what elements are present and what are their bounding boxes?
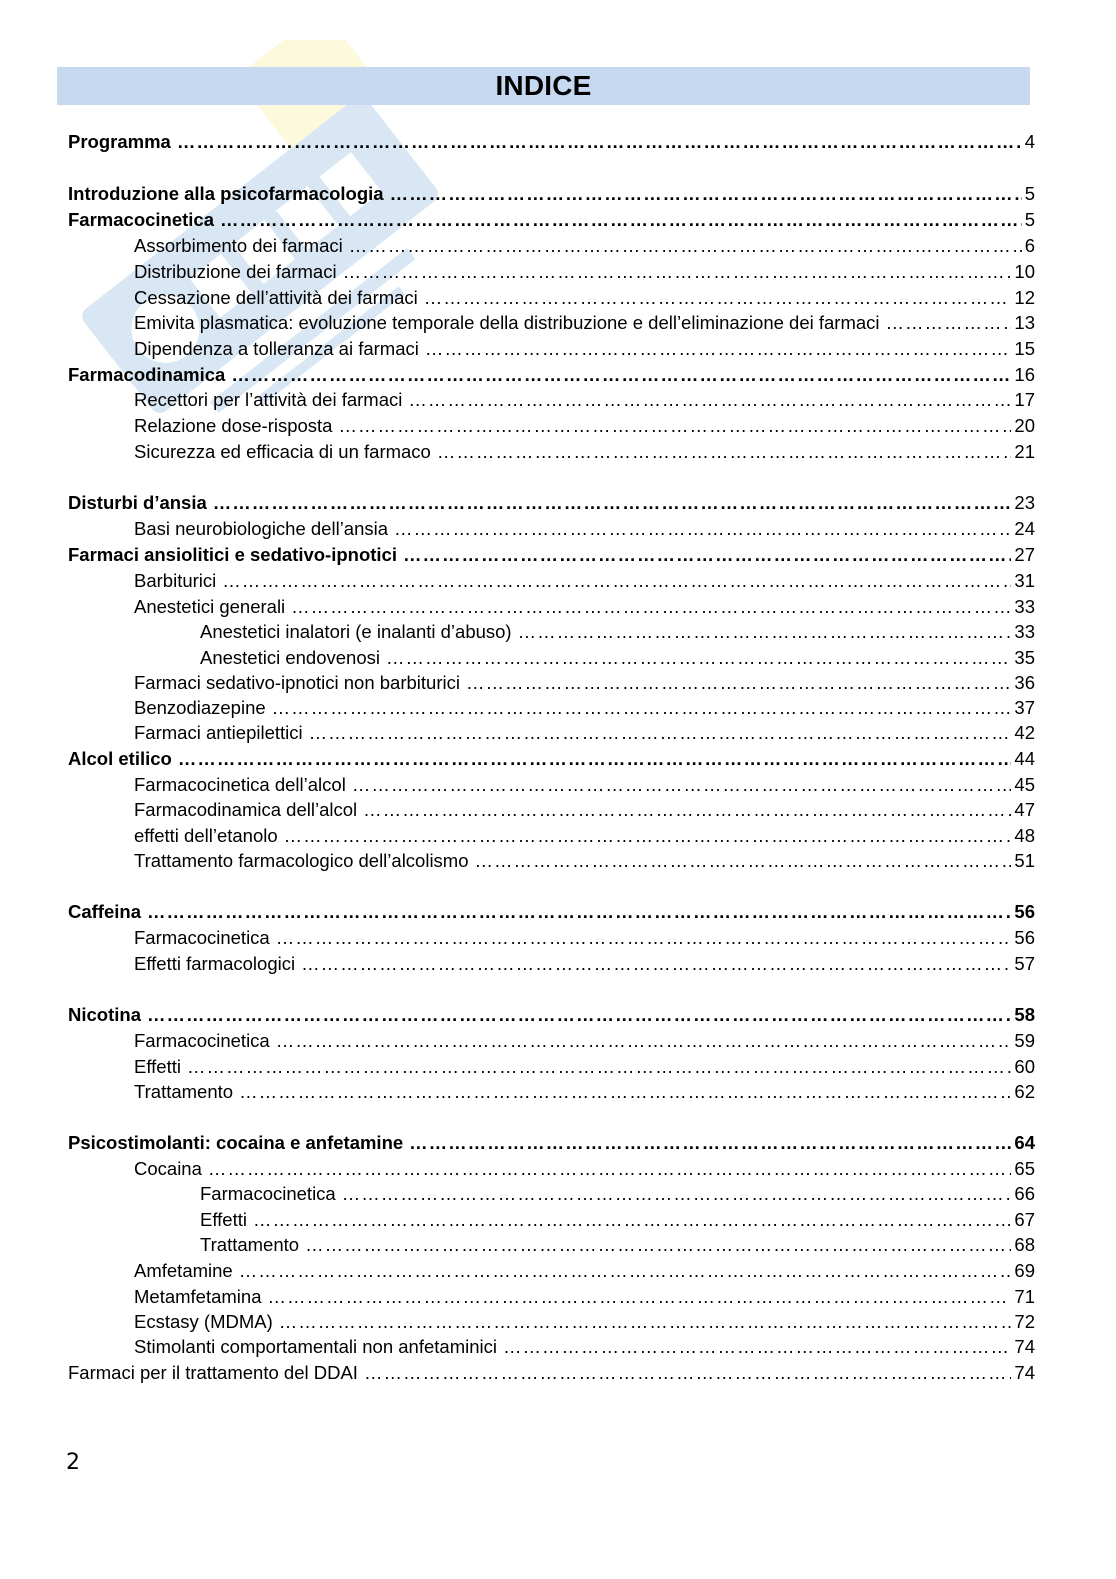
toc-dot-leader: [394, 517, 1011, 541]
toc-entry: [68, 208, 1035, 232]
toc-entry-label: Recettori per l’attività dei farmaci: [134, 389, 403, 410]
toc-entry-label: Sicurezza ed efficacia di un farmaco: [134, 441, 431, 462]
toc-entry: [134, 311, 1035, 335]
toc-entry-label: Basi neurobiologiche dell’ansia: [134, 518, 389, 539]
toc-entry-label: Effetti: [134, 1056, 181, 1077]
toc-entry: [134, 1055, 1035, 1079]
toc-entry-page: 60: [1014, 1056, 1035, 1077]
toc-entry: [134, 1029, 1035, 1053]
toc-dot-leader: [403, 543, 1011, 567]
toc-entry-page: 51: [1014, 850, 1035, 871]
toc-entry-label: Farmacocinetica: [134, 927, 270, 948]
toc-dot-leader: [342, 1182, 1012, 1206]
toc-entry-page: 20: [1014, 415, 1035, 436]
toc-entry-label: Farmacodinamica dell’alcol: [134, 799, 358, 820]
toc-entry-label: Disturbi d’ansia: [68, 492, 207, 513]
toc-dot-leader: [222, 569, 1011, 593]
toc-entry: [68, 1361, 1035, 1385]
toc-entry-label: Dipendenza a tolleranza ai farmaci: [134, 338, 419, 359]
toc-entry-label: Nicotina: [68, 1004, 141, 1025]
toc-dot-leader: [425, 337, 1012, 361]
toc-entry-page: 16: [1014, 364, 1035, 385]
toc-entry-label: Amfetamine: [134, 1260, 233, 1281]
toc-dot-leader: [503, 1335, 1011, 1359]
toc-entry-label: Farmaci per il trattamento del DDAI: [68, 1362, 358, 1383]
toc-entry-label: Emivita plasmatica: evoluzione temporale della distribuzione e dell’eliminazione dei farmaci: [134, 312, 880, 333]
toc-dot-leader: [309, 721, 1012, 745]
toc-dot-leader: [147, 1003, 1011, 1027]
toc-entry: [134, 569, 1035, 593]
toc-dot-leader: [284, 824, 1012, 848]
toc-entry-label: Metamfetamina: [134, 1286, 262, 1307]
toc-entry-label: Alcol etilico: [68, 748, 172, 769]
toc-dot-leader: [213, 491, 1012, 515]
toc-entry: [134, 260, 1035, 284]
toc-dot-leader: [178, 747, 1012, 771]
toc-entry: [68, 747, 1035, 771]
toc-entry: [134, 1310, 1035, 1334]
toc-dot-leader: [253, 1208, 1011, 1232]
toc-entry-page: 56: [1014, 901, 1035, 922]
toc-dot-leader: [147, 900, 1011, 924]
toc-entry: [134, 798, 1035, 822]
toc-entry: [134, 1285, 1035, 1309]
toc-entry: [68, 543, 1035, 567]
toc-dot-leader: [305, 1233, 1011, 1257]
toc-entry-page: 68: [1014, 1234, 1035, 1255]
toc-entry-page: 35: [1014, 647, 1035, 668]
toc-dot-leader: [408, 388, 1011, 412]
toc-dot-leader: [466, 671, 1011, 695]
toc-dot-leader: [390, 182, 1022, 206]
toc-entry-page: 45: [1014, 774, 1035, 795]
toc-dot-leader: [177, 130, 1022, 154]
toc-entry-page: 44: [1014, 748, 1035, 769]
toc-entry: [200, 1208, 1035, 1232]
toc-entry-label: Farmacocinetica dell’alcol: [134, 774, 346, 795]
toc-entry: [134, 388, 1035, 412]
toc-entry-page: 6: [1024, 235, 1035, 256]
toc-entry-page: 27: [1014, 544, 1035, 565]
toc-entry: [134, 286, 1035, 310]
toc-entry: [134, 1157, 1035, 1181]
toc-entry-page: 4: [1024, 131, 1035, 152]
toc-entry: [134, 696, 1035, 720]
toc-entry: [134, 414, 1035, 438]
toc-entry-page: 33: [1014, 596, 1035, 617]
toc-entry-page: 17: [1014, 389, 1035, 410]
toc-entry: [200, 646, 1035, 670]
toc-entry-label: Distribuzione dei farmaci: [134, 261, 337, 282]
toc-entry: [134, 824, 1035, 848]
toc-entry-page: 42: [1014, 722, 1035, 743]
toc-entry: [134, 1080, 1035, 1104]
toc-entry-label: Effetti: [200, 1209, 247, 1230]
toc-dot-leader: [386, 646, 1011, 670]
toc-entry: [200, 620, 1035, 644]
toc-entry: [134, 721, 1035, 745]
toc-entry-page: 56: [1014, 927, 1035, 948]
toc-entry-label: Trattamento: [200, 1234, 300, 1255]
toc-entry: [68, 1131, 1035, 1155]
toc-entry-label: Programma: [68, 131, 171, 152]
toc-entry-page: 21: [1014, 441, 1035, 462]
toc-entry: [68, 1003, 1035, 1027]
index-title-bar: [57, 67, 1030, 105]
toc-dot-leader: [343, 260, 1012, 284]
toc-dot-leader: [272, 696, 1012, 720]
toc-entry: [134, 671, 1035, 695]
toc-entry-label: effetti dell’etanolo: [134, 825, 278, 846]
toc-dot-leader: [352, 773, 1012, 797]
toc-entry-page: 23: [1014, 492, 1035, 513]
toc-entry-label: Farmacocinetica: [68, 209, 215, 230]
toc-entry: [68, 130, 1035, 154]
toc-dot-leader: [364, 1361, 1011, 1385]
toc-entry-label: Farmacocinetica: [200, 1183, 336, 1204]
toc-dot-leader: [437, 440, 1012, 464]
toc-dot-leader: [276, 1029, 1012, 1053]
toc-entry: [68, 491, 1035, 515]
toc-entry-label: Trattamento farmacologico dell’alcolismo: [134, 850, 469, 871]
toc-dot-leader: [291, 595, 1011, 619]
toc-entry-label: Farmacodinamica: [68, 364, 226, 385]
toc-entry-page: 66: [1014, 1183, 1035, 1204]
toc-entry: [134, 849, 1035, 873]
toc-entry-page: 64: [1014, 1132, 1035, 1153]
toc-dot-leader: [409, 1131, 1011, 1155]
toc-entry: [134, 234, 1035, 258]
toc-entry-label: Cocaina: [134, 1158, 202, 1179]
toc-entry-label: Farmaci sedativo-ipnotici non barbiturici: [134, 672, 460, 693]
toc-entry-page: 31: [1014, 570, 1035, 591]
toc-entry: [134, 517, 1035, 541]
toc-dot-leader: [886, 311, 1012, 335]
toc-entry-label: Relazione dose-risposta: [134, 415, 333, 436]
toc-dot-leader: [424, 286, 1012, 310]
toc-dot-leader: [276, 926, 1012, 950]
toc-entry: [200, 1182, 1035, 1206]
toc-entry-page: 57: [1014, 953, 1035, 974]
toc-entry-page: 65: [1014, 1158, 1035, 1179]
toc-entry-label: Cessazione dell’attività dei farmaci: [134, 287, 418, 308]
toc-entry: [68, 900, 1035, 924]
toc-dot-leader: [363, 798, 1011, 822]
toc-entry-page: 72: [1014, 1311, 1035, 1332]
toc-entry-page: 48: [1014, 825, 1035, 846]
toc-entry-page: 59: [1014, 1030, 1035, 1051]
toc-entry-label: Anestetici generali: [134, 596, 286, 617]
toc-entry-page: 36: [1014, 672, 1035, 693]
toc-entry-label: Ecstasy (MDMA): [134, 1311, 273, 1332]
toc-entry: [134, 1259, 1035, 1283]
toc-entry-page: 5: [1024, 183, 1035, 204]
toc-entry-label: Assorbimento dei farmaci: [134, 235, 343, 256]
toc-dot-leader: [231, 363, 1011, 387]
toc-entry-page: 47: [1014, 799, 1035, 820]
toc-entry-label: Psicostimolanti: cocaina e anfetamine: [68, 1132, 404, 1153]
toc-entry-label: Barbiturici: [134, 570, 217, 591]
toc-dot-leader: [208, 1157, 1012, 1181]
toc-entry: [134, 773, 1035, 797]
page-title: INDICE: [495, 70, 592, 101]
toc-entry: [68, 363, 1035, 387]
toc-entry-label: Farmaci antiepilettici: [134, 722, 303, 743]
toc-dot-leader: [279, 1310, 1012, 1334]
toc-entry-page: 12: [1014, 287, 1035, 308]
toc-entry: [68, 182, 1035, 206]
toc-entry: [200, 1233, 1035, 1257]
toc-dot-leader: [239, 1259, 1012, 1283]
toc-entry: [134, 440, 1035, 464]
toc-dot-leader: [301, 952, 1011, 976]
toc-entry-page: 10: [1014, 261, 1035, 282]
toc-dot-leader: [338, 414, 1011, 438]
toc-entry-page: 5: [1024, 209, 1035, 230]
toc-entry-page: 58: [1014, 1004, 1035, 1025]
toc-entry-label: Caffeina: [68, 901, 141, 922]
toc-entry: [134, 337, 1035, 361]
toc-dot-leader: [475, 849, 1012, 873]
toc-entry-page: 74: [1014, 1336, 1035, 1357]
toc-dot-leader: [349, 234, 1022, 258]
toc-entry-page: 37: [1014, 697, 1035, 718]
toc-entry-page: 24: [1014, 518, 1035, 539]
toc-entry-label: Benzodiazepine: [134, 697, 266, 718]
toc-entry-page: 74: [1014, 1362, 1035, 1383]
toc-entry-label: Farmaci ansiolitici e sedativo-ipnotici: [68, 544, 397, 565]
toc-entry: [134, 926, 1035, 950]
toc-entry-page: 71: [1014, 1286, 1035, 1307]
toc-dot-leader: [187, 1055, 1011, 1079]
toc-entry-page: 15: [1014, 338, 1035, 359]
toc-entry-page: 67: [1014, 1209, 1035, 1230]
toc-entry-page: 69: [1014, 1260, 1035, 1281]
toc-entry-label: Introduzione alla psicofarmacologia: [68, 183, 384, 204]
toc-entry: [134, 595, 1035, 619]
toc-entry-label: Anestetici inalatori (e inalanti d’abuso): [200, 621, 512, 642]
toc-entry-page: 33: [1014, 621, 1035, 642]
toc-entry-label: Anestetici endovenosi: [200, 647, 380, 668]
toc-entry-page: 62: [1014, 1081, 1035, 1102]
toc-entry-label: Effetti farmacologici: [134, 953, 296, 974]
toc-dot-leader: [268, 1285, 1012, 1309]
toc-dot-leader: [220, 208, 1022, 232]
toc-entry: [134, 1335, 1035, 1359]
toc-entry-page: 13: [1014, 312, 1035, 333]
page-number: 2: [66, 1450, 80, 1475]
toc-entry-label: Farmacocinetica: [134, 1030, 270, 1051]
toc-entry-label: Trattamento: [134, 1081, 234, 1102]
toc-dot-leader: [518, 620, 1012, 644]
toc-entry-label: Stimolanti comportamentali non anfetaminici: [134, 1336, 497, 1357]
toc-dot-leader: [239, 1080, 1011, 1104]
toc-entry: [134, 952, 1035, 976]
